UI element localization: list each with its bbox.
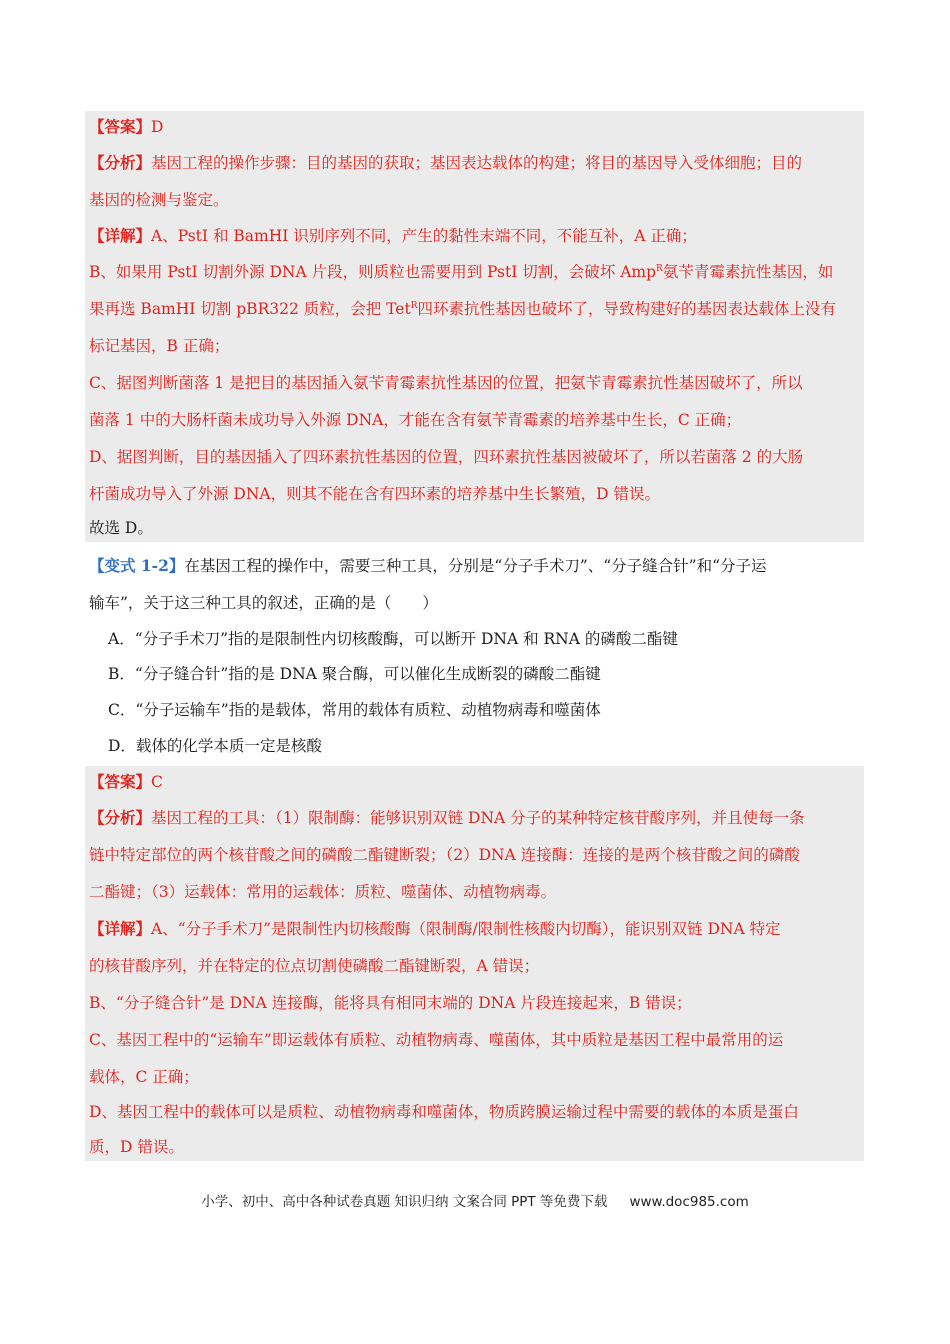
q2-option-a[interactable]: A．“分子手术刀”指的是限制性内切核酸酶，可以断开 DNA 和 RNA 的磷酸二酯键 (108, 630, 678, 648)
q2-detail-tag: 【详解】 (89, 919, 152, 938)
q1-analysis-text1: 基因工程的操作步骤：目的基因的获取；基因表达载体的构建；将目的基因导入受体细胞；目的 (151, 154, 803, 172)
q2-variant-tag: 【变式 1-2】 (89, 556, 185, 575)
q2-detail-c2: 载体，C 正确； (89, 1068, 199, 1086)
q2-detail-a1-text: A、“分子手术刀”是限制性内切核酸酶（限制酶/限制性核酸内切酶），能识别双链 DNA 特定 (151, 920, 781, 938)
q1-detail-a-text: A、PstI 和 BamHI 识别序列不同，产生的黏性末端不同，不能互补，A 正确； (151, 227, 697, 245)
q2-stem-line1 (89, 555, 861, 577)
q2-answer-line (89, 771, 861, 793)
q1-detail-b2 (89, 298, 861, 320)
q2-detail-d1: D、基因工程中的载体可以是质粒、动植物病毒和噬菌体，物质跨膜运输过程中需要的载体的本质是蛋白 (89, 1103, 799, 1121)
q2-answer-value: C (151, 773, 163, 791)
q2-answer-tag: 【答案】 (89, 772, 152, 791)
q2-detail-a2: 的核苷酸序列，并在特定的位点切割使磷酸二酯键断裂，A 错误； (89, 957, 540, 975)
q1-detail-d2: 杆菌成功导入了外源 DNA，则其不能在含有四环素的培养基中生长繁殖，D 错误。 (89, 485, 660, 503)
q2-stem-text1: 在基因工程的操作中，需要三种工具，分别是“分子手术刀”、“分子缝合针”和“分子运 (184, 557, 767, 575)
footer-text: 小学、初中、高中各种试卷真题 知识归纳 文案合同 PPT 等免费下载 (201, 1194, 608, 1210)
q1-conclusion: 故选 D。 (89, 519, 153, 537)
q2-detail-a1 (89, 918, 861, 940)
q1-detail-b1-pre: B、如果用 PstI 切割外源 DNA 片段，则质粒也需要用到 PstI 切割，会破坏 Amp (89, 263, 657, 281)
q2-analysis-line3: 二酯键；（3）运载体：常用的运载体：质粒、噬菌体、动植物病毒。 (89, 883, 557, 901)
q1-detail-b1-post: 氨苄青霉素抗性基因，如 (662, 263, 834, 281)
q1-detail-b3: 标记基因，B 正确； (89, 337, 230, 355)
q1-analysis-tag: 【分析】 (89, 153, 152, 172)
q1-answer-line (89, 116, 861, 138)
q1-detail-c2: 菌落 1 中的大肠杆菌未成功导入外源 DNA，才能在含有氨苄青霉素的培养基中生长，C 正确； (89, 411, 742, 429)
q2-analysis-line1 (89, 807, 861, 829)
q2-option-b[interactable]: B．“分子缝合针”指的是 DNA 聚合酶，可以催化生成断裂的磷酸二酯键 (108, 665, 601, 683)
q2-detail-b: B、“分子缝合针”是 DNA 连接酶，能将具有相同末端的 DNA 片段连接起来，B 错误； (89, 994, 692, 1012)
q1-detail-c1: C、据图判断菌落 1 是把目的基因插入氨苄青霉素抗性基因的位置，把氨苄青霉素抗性基因破坏了，所以 (89, 374, 803, 392)
footer-url[interactable]: www.doc985.com (629, 1194, 749, 1210)
q2-analysis-line2: 链中特定部位的两个核苷酸之间的磷酸二酯键断裂；（2）DNA 连接酶：连接的是两个核苷酸之间的磷酸 (89, 846, 800, 864)
q1-answer-tag: 【答案】 (89, 117, 152, 136)
q1-analysis-line1 (89, 152, 861, 174)
q2-detail-c1: C、基因工程中的“运输车”即运载体有质粒、动植物病毒、噬菌体，其中质粒是基因工程中最常用的运 (89, 1031, 784, 1049)
q2-option-c[interactable]: C．“分子运输车”指的是载体，常用的载体有质粒、动植物病毒和噬菌体 (108, 701, 601, 719)
page-footer (0, 1190, 950, 1210)
q2-analysis-text1: 基因工程的工具：（1）限制酶：能够识别双链 DNA 分子的某种特定核苷酸序列，并且使每一条 (151, 809, 805, 827)
q1-detail-b2-post: 四环素抗性基因也破坏了，导致构建好的基因表达载体上没有 (417, 300, 837, 318)
q1-analysis-line2: 基因的检测与鉴定。 (89, 191, 229, 209)
answer-block-1 (85, 111, 864, 542)
q1-detail-b1 (89, 261, 861, 283)
q2-analysis-tag: 【分析】 (89, 808, 152, 827)
q1-answer-value: D (151, 118, 164, 136)
q2-detail-d2: 质，D 错误。 (89, 1138, 184, 1156)
q2-option-d[interactable]: D．载体的化学本质一定是核酸 (108, 737, 322, 755)
q1-detail-b2-sup: R (410, 300, 418, 311)
q1-detail-a (89, 225, 861, 247)
q1-detail-b2-pre: 果再选 BamHI 切割 pBR322 质粒，会把 Tet (89, 300, 411, 318)
q1-detail-d1: D、据图判断，目的基因插入了四环素抗性基因的位置，四环素抗性基因被破坏了，所以若菌落 2 的大肠 (89, 448, 804, 466)
q2-stem-line2: 输车”，关于这三种工具的叙述，正确的是（ ） (89, 594, 438, 612)
q1-detail-tag: 【详解】 (89, 226, 152, 245)
q1-detail-b1-sup: R (656, 263, 663, 274)
